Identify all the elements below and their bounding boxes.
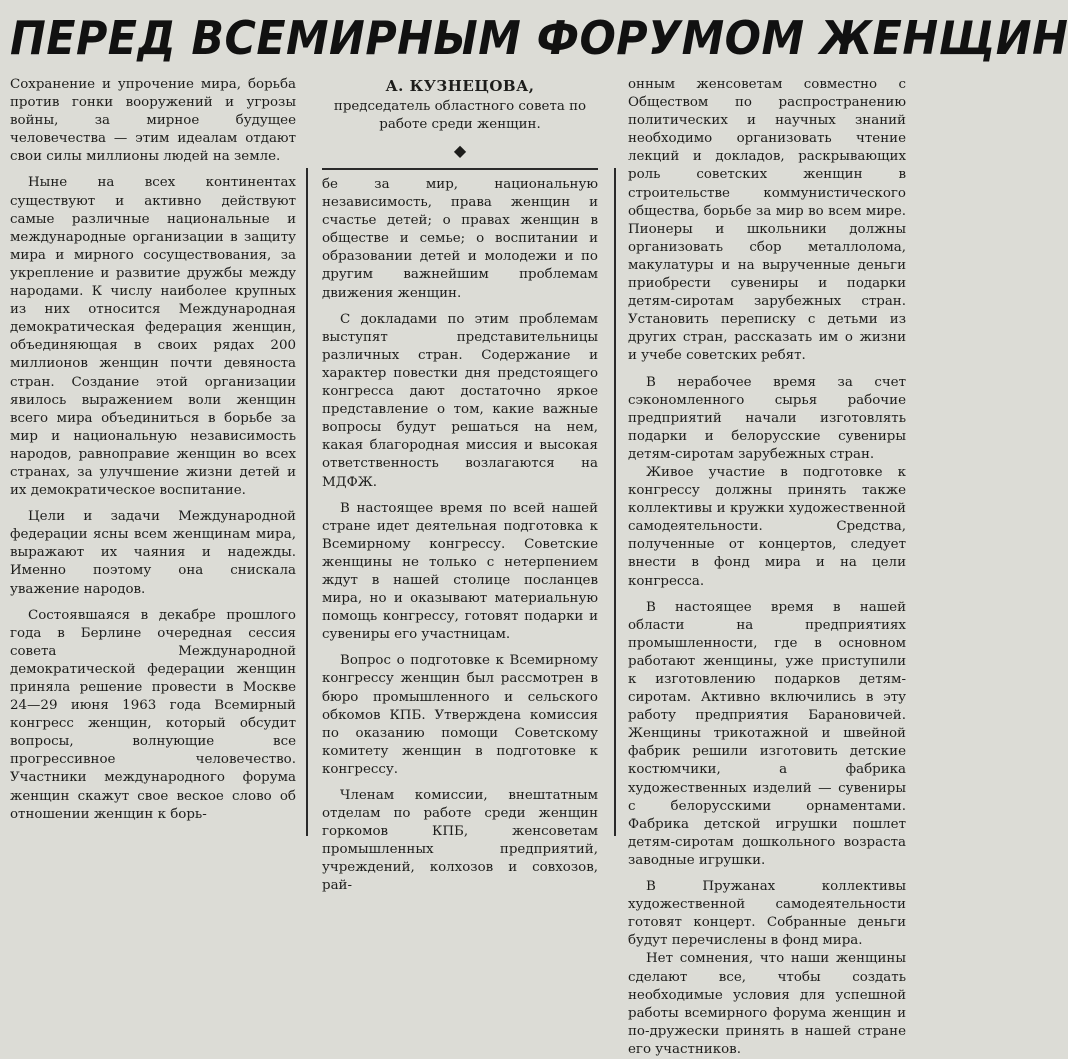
byline-author: А. КУЗНЕЦОВА, <box>385 77 535 95</box>
paragraph: Вопрос о подготовке к Всемирному конгрессу женщин был рассмотрен в бюро промышленного и сельского обкомов КПБ. Утверждена комиссия по оказанию помощи Советскому комитету женщин в подготовке к конгрессу. <box>322 653 598 777</box>
column-3 <box>628 76 906 1059</box>
paragraph: бе за мир, национальную независимость, права женщин и счастье детей; о правах женщин в обществе и семье; о воспитании и образовании детей и молодежи и по другим важнейшим проблемам движения женщин. <box>322 177 598 301</box>
paragraph: Цели и задачи Международной федерации ясны всем женщинам мира, выражают их чаяния и надежды. Именно поэтому она снискала уважение народов. <box>10 509 296 597</box>
column-divider <box>614 168 616 836</box>
column-divider <box>306 168 308 836</box>
paragraph: С докладами по этим проблемам выступят представительницы различных стран. Содержание и характер повестки дня предстоящего конгресса дают достаточно яркое представление о том, какие важные вопросы будут решаться на нем, какая благородная миссия и высокая ответственность возлагаются на МДФЖ. <box>322 311 598 490</box>
byline-position: председатель областного совета по работе среди женщин. <box>333 99 587 132</box>
paragraph: Состоявшаяся в декабре прошлого года в Берлине очередная сессия совета Международной демократической федерации женщин приняла решение провести в Москве 24—29 июня 1963 года Всемирный конгресс женщин, который обсудит вопросы, волнующие все прогрессивное человечество. Участники международного форума женщин скажут свое веское слово об отношении женщин к борь- <box>10 607 296 822</box>
diamond-ornament-icon: ◆ <box>453 141 467 160</box>
paragraph: Сохранение и упрочение мира, борьба против гонки вооружений и угрозы войны, за мирное будущее человечества — этим идеалам отдают свои силы миллионы людей на земле. <box>10 77 296 165</box>
paragraph: онным женсоветам совместно с Обществом по распространению политических и научных знаний необходимо организовать чтение лекций и докладов, раскрывающих роль советских женщин в строительстве коммунистического общества, борьбе за мир во всем мире. Пионеры и школьники должны организовать сбор металлолома, макулатуры и на вырученные деньги приобрести сувениры и подарки детям-сиротам зарубежных стран. Установить переписку с детьми из других стран, рассказать им о жизни и учебе советских ребят. <box>628 77 906 364</box>
column-1 <box>10 76 296 824</box>
byline-rule <box>322 168 598 170</box>
paragraph: Нет сомнения, что наши женщины сделают все, чтобы создать необходимые условия для успешной работы всемирного форума женщин и по-дружески принять в нашей стране его участников. <box>628 951 906 1057</box>
column-2 <box>322 76 598 896</box>
paragraph: Живое участие в подготовке к конгрессу должны принять также коллективы и кружки художественной самодеятельности. Средства, полученные от концертов, следует внести в фонд мира и на цели конгресса. <box>628 464 906 589</box>
paragraph: В нерабочее время за счет сэкономленного сырья рабочие предприятий начали изготовлять подарки и белорусские сувениры детям-сиротам зарубежных стран. <box>628 374 906 462</box>
paragraph: В настоящее время в нашей области на предприятиях промышленности, где в основном работают женщины, уже приступили к изготовлению подарков детям-сиротам. Активно включились в эту работу предприятия Барановичей. Женщины трикотажной и швейной фабрик решили изготовить детские костюмчики, а фабрика художественных изделий — сувениры с белорусскими орнаментами. Фабрика детской игрушки пошлет детям-сиротам дошкольного возраста заводные игрушки. <box>628 599 906 868</box>
paragraph: Членам комиссии, внештатным отделам по работе среди женщин горкомов КПБ, женсоветам промышленных предприятий, учреждений, колхозов и совхозов, рай- <box>322 788 598 894</box>
paragraph: В настоящее время по всей нашей стране идет деятельная подготовка к Всемирному конгрессу. Советские женщины не только с нетерпением ждут в нашей столице посланцев мира, но и оказывают материальную помощь конгрессу, готовят подарки и сувениры его участницам. <box>322 500 598 643</box>
headline: ПЕРЕД ВСЕМИРНЫМ ФОРУМОМ ЖЕНЩИН <box>10 11 1068 65</box>
paragraph: Ныне на всех континентах существуют и активно действуют самые различные национальные и международные организации в защиту мира и мирного сосуществования, за укрепление и развитие дружбы между народами. К числу наиболее крупных из них относится Международная демократическая федерация женщин, объединяющая в своих рядах 200 миллионов женщин почти девяноста стран. Создание этой организации явилось выражением воли женщин всего мира объединиться в борьбе за мир и национальную независимость народов, равноправие женщин во всех странах, за улучшение жизни детей и их демократическое воспитание. <box>10 175 296 499</box>
paragraph: В Пружанах коллективы художественной самодеятельности готовят концерт. Собранные деньги будут перечислены в фонд мира. <box>628 879 906 949</box>
